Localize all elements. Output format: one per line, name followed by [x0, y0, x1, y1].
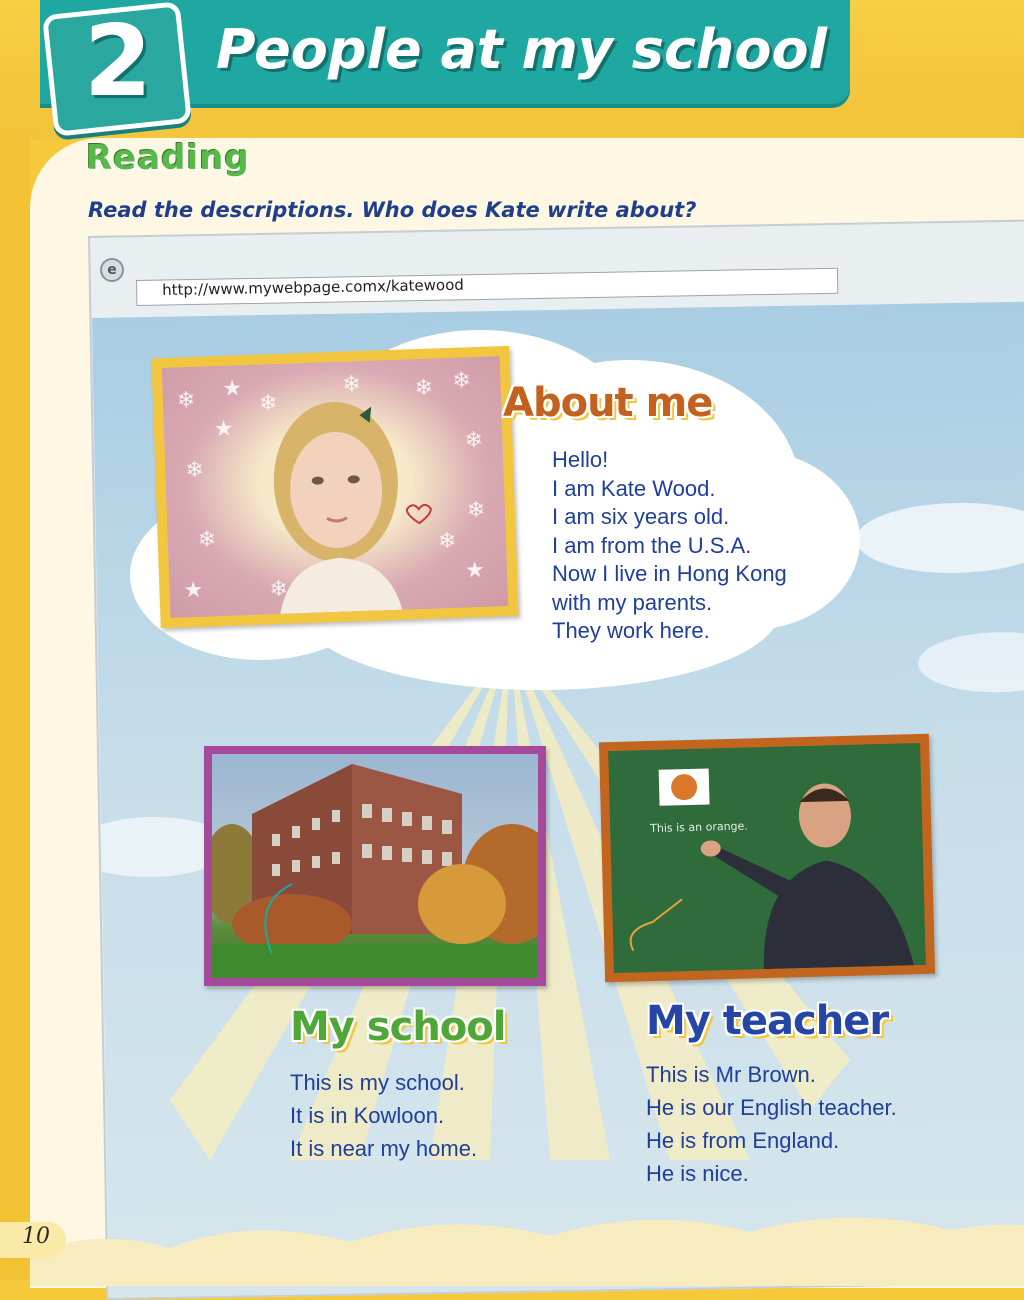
svg-text:❄: ❄ — [414, 375, 434, 402]
svg-text:★: ★ — [213, 416, 235, 443]
svg-text:★: ★ — [464, 557, 486, 584]
about-me-text — [552, 446, 787, 646]
svg-text:❄: ❄ — [451, 368, 472, 394]
page-number: 10 — [22, 1224, 50, 1249]
about-line: Now I live in Hong Kong — [552, 561, 787, 586]
my-school-heading: My school — [290, 1004, 506, 1050]
svg-text:❄: ❄ — [176, 387, 196, 414]
svg-text:★: ★ — [183, 577, 204, 604]
svg-text:❄: ❄ — [269, 576, 289, 603]
kate-photo — [151, 346, 518, 628]
about-line: with my parents. — [552, 589, 713, 615]
teacher-line: He is from England. — [646, 1128, 840, 1153]
school-line: This is my school. — [290, 1070, 465, 1095]
section-label: Reading — [86, 138, 250, 178]
instruction-text: Read the descriptions. Who does Kate write about? — [88, 198, 697, 222]
svg-text:❄: ❄ — [437, 528, 457, 555]
about-me-heading: About me — [503, 380, 713, 426]
teacher-line: He is our English teacher. — [646, 1095, 897, 1120]
about-line: Hello! — [552, 447, 609, 472]
svg-text:★: ★ — [222, 376, 243, 402]
my-teacher-text — [646, 1058, 897, 1190]
school-line: It is near my home. — [290, 1136, 478, 1161]
school-illustration — [212, 754, 538, 978]
svg-text:❄: ❄ — [342, 372, 362, 398]
svg-text:❄: ❄ — [184, 457, 205, 484]
page-title: People at my school — [216, 18, 828, 81]
bottom-clouds — [30, 1196, 1024, 1286]
address-url: http://www.mywebpage.comx/katewood — [162, 275, 465, 299]
my-school-text — [290, 1066, 477, 1165]
unit-number: 2 — [83, 5, 153, 119]
svg-text:❄: ❄ — [464, 427, 484, 454]
left-margin — [0, 138, 30, 1280]
teacher-line: This is Mr Brown. — [646, 1062, 816, 1087]
svg-text:❄: ❄ — [466, 497, 486, 524]
about-line: I am six years old. — [552, 504, 730, 529]
browser-logo-icon: e — [100, 258, 124, 282]
school-line: It is in Kowloon. — [290, 1103, 445, 1128]
kate-illustration — [162, 356, 509, 618]
my-teacher-heading: My teacher — [646, 998, 889, 1044]
teacher-illustration — [608, 743, 926, 973]
teacher-line: He is nice. — [646, 1161, 749, 1186]
about-line: They work here. — [552, 618, 710, 643]
svg-text:❄: ❄ — [258, 390, 278, 417]
board-text: This is an orange. — [650, 819, 749, 836]
about-line: I am Kate Wood. — [552, 475, 716, 501]
school-photo — [204, 746, 546, 986]
teacher-photo — [599, 734, 935, 983]
about-line: I am from the U.S.A. — [552, 532, 752, 558]
svg-text:❄: ❄ — [197, 527, 217, 553]
